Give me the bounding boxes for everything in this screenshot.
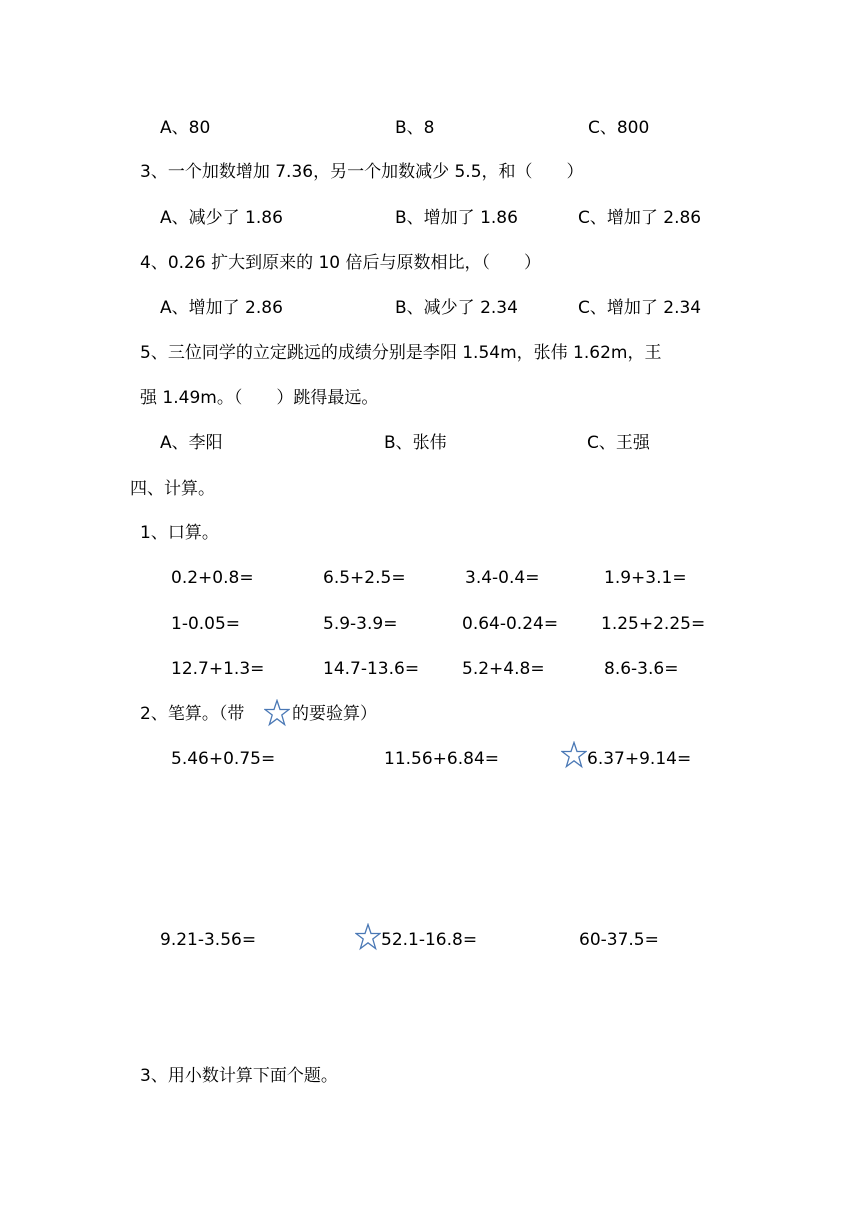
q4-option-c: C、增加了 2.34 [578, 298, 702, 318]
q3-option-a: A、减少了 1.86 [160, 208, 283, 228]
star-outline-icon [355, 923, 381, 951]
oral-calc-item: 5.9-3.9= [323, 614, 398, 634]
part2-title-after: 的要验算） [292, 704, 377, 724]
written-calc-item: 9.21-3.56= [160, 930, 257, 950]
q5-question-line2: 强 1.49m。（ ）跳得最远。 [140, 388, 379, 408]
written-calc-item: 60-37.5= [579, 930, 659, 950]
written-calc-item: 11.56+6.84= [384, 749, 500, 769]
oral-calc-item: 8.6-3.6= [604, 659, 679, 679]
written-calc-item: 52.1-16.8= [381, 930, 478, 950]
oral-calc-item: 6.5+2.5= [323, 568, 406, 588]
q5-question-line1: 5、三位同学的立定跳远的成绩分别是李阳 1.54m，张伟 1.62m，王 [140, 343, 662, 363]
part3-title: 3、用小数计算下面个题。 [140, 1066, 338, 1086]
q5-option-c: C、王强 [587, 433, 650, 453]
q5-option-b: B、张伟 [384, 433, 447, 453]
q4-question: 4、0.26 扩大到原来的 10 倍后与原数相比，（ ） [140, 253, 542, 273]
section4-title: 四、计算。 [130, 479, 215, 499]
star-outline-icon [561, 741, 587, 769]
oral-calc-item: 0.64-0.24= [462, 614, 559, 634]
q5-option-a: A、李阳 [160, 433, 223, 453]
written-calc-item: 6.37+9.14= [587, 749, 692, 769]
q2-option-c: C、800 [588, 118, 650, 138]
written-calc-item: 5.46+0.75= [171, 749, 276, 769]
oral-calc-item: 5.2+4.8= [462, 659, 545, 679]
q2-option-a: A、80 [160, 118, 211, 138]
q4-option-a: A、增加了 2.86 [160, 298, 283, 318]
q3-question: 3、一个加数增加 7.36，另一个加数减少 5.5，和（ ） [140, 162, 584, 182]
oral-calc-item: 3.4-0.4= [465, 568, 540, 588]
oral-calc-item: 0.2+0.8= [171, 568, 254, 588]
star-outline-icon [264, 699, 290, 727]
q3-option-c: C、增加了 2.86 [578, 208, 702, 228]
oral-calc-item: 1.9+3.1= [604, 568, 687, 588]
oral-calc-item: 1.25+2.25= [601, 614, 706, 634]
oral-calc-item: 12.7+1.3= [171, 659, 265, 679]
part2-title-before: 2、笔算。（带 [140, 704, 245, 724]
oral-calc-item: 1-0.05= [171, 614, 241, 634]
oral-calc-item: 14.7-13.6= [323, 659, 420, 679]
q4-option-b: B、减少了 2.34 [395, 298, 518, 318]
q2-option-b: B、8 [395, 118, 435, 138]
q3-option-b: B、增加了 1.86 [395, 208, 518, 228]
part1-title: 1、口算。 [140, 523, 219, 543]
